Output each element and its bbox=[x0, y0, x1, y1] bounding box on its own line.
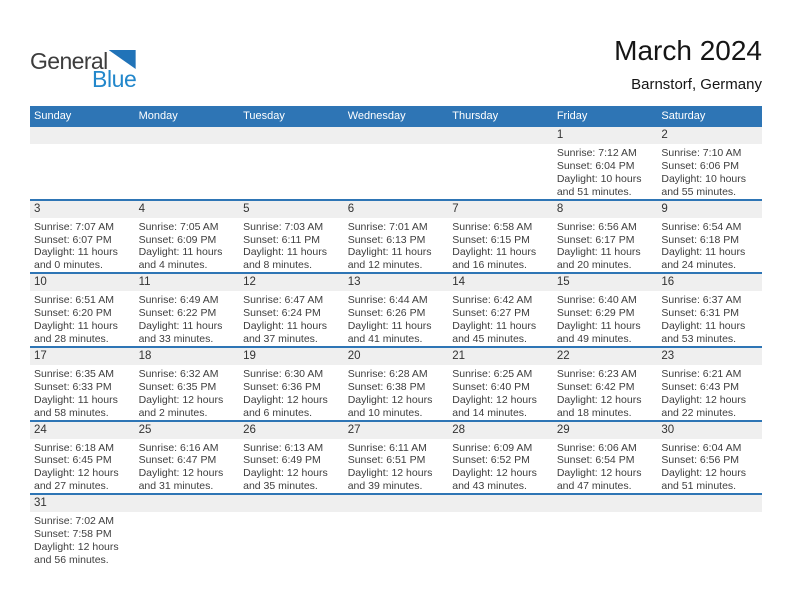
daylight-text-line2: and 56 minutes. bbox=[34, 553, 109, 566]
daylight-text-line1: Daylight: 11 hours bbox=[452, 246, 537, 259]
sunrise-text: Sunrise: 6:04 AM bbox=[661, 441, 742, 454]
sunset-text: Sunset: 6:17 PM bbox=[556, 233, 635, 246]
day-details bbox=[239, 218, 344, 273]
daylight-text-line2: and 20 minutes. bbox=[556, 259, 632, 272]
day-number: 15 bbox=[553, 274, 658, 291]
day-cell bbox=[344, 200, 449, 274]
day-details bbox=[135, 439, 240, 494]
daylight-text-line1: Daylight: 11 hours bbox=[347, 320, 432, 333]
sunrise-text: Sunrise: 6:30 AM bbox=[243, 367, 324, 380]
sunrise-text: Sunrise: 7:01 AM bbox=[347, 220, 428, 233]
weekday-header-saturday: Saturday bbox=[657, 106, 762, 127]
daylight-text-line1: Daylight: 12 hours bbox=[138, 393, 224, 406]
sunrise-text: Sunrise: 6:16 AM bbox=[138, 441, 219, 454]
day-number: 30 bbox=[657, 422, 762, 439]
day-number: 22 bbox=[553, 348, 658, 365]
sunset-text: Sunset: 6:26 PM bbox=[347, 307, 426, 320]
sunrise-text: Sunrise: 6:54 AM bbox=[661, 220, 742, 233]
sunrise-text: Sunrise: 7:07 AM bbox=[34, 220, 114, 233]
day-number: 28 bbox=[448, 422, 553, 439]
day-details bbox=[30, 439, 135, 494]
daylight-text-line2: and 39 minutes. bbox=[347, 480, 423, 493]
daylight-text-line1: Daylight: 12 hours bbox=[452, 467, 537, 480]
sunrise-text: Sunrise: 6:23 AM bbox=[556, 367, 637, 380]
day-cell bbox=[239, 273, 344, 347]
daylight-text-line2: and 2 minutes. bbox=[138, 406, 208, 419]
daylight-text-line2: and 47 minutes. bbox=[556, 480, 632, 493]
sunrise-text: Sunrise: 6:42 AM bbox=[452, 294, 533, 307]
sunrise-text: Sunrise: 7:05 AM bbox=[138, 220, 219, 233]
day-details bbox=[553, 365, 658, 420]
empty-day-cell bbox=[344, 494, 449, 575]
daylight-text-line2: and 43 minutes. bbox=[452, 480, 527, 493]
day-details bbox=[30, 218, 135, 273]
day-number bbox=[344, 127, 449, 144]
sunset-text: Sunset: 6:20 PM bbox=[34, 307, 112, 320]
day-details bbox=[344, 218, 449, 273]
day-number: 17 bbox=[30, 348, 135, 365]
day-details bbox=[30, 512, 135, 567]
daylight-text-line1: Daylight: 11 hours bbox=[34, 246, 118, 259]
day-cell bbox=[553, 273, 658, 347]
week-row bbox=[30, 127, 762, 200]
daylight-text-line2: and 51 minutes. bbox=[556, 185, 632, 198]
day-cell bbox=[30, 200, 135, 274]
sunrise-text: Sunrise: 6:18 AM bbox=[34, 441, 114, 454]
empty-day-cell bbox=[657, 494, 762, 575]
daylight-text-line2: and 45 minutes. bbox=[452, 332, 527, 345]
sunrise-text: Sunrise: 6:11 AM bbox=[347, 441, 427, 454]
day-number: 8 bbox=[553, 201, 658, 218]
day-cell bbox=[344, 421, 449, 495]
daylight-text-line1: Daylight: 12 hours bbox=[661, 467, 747, 480]
day-details bbox=[239, 439, 344, 494]
day-cell bbox=[657, 127, 762, 200]
daylight-text-line2: and 37 minutes. bbox=[243, 332, 318, 345]
day-cell bbox=[239, 421, 344, 495]
sunrise-text: Sunrise: 6:09 AM bbox=[452, 441, 533, 454]
sunrise-text: Sunrise: 6:49 AM bbox=[138, 294, 219, 307]
sunset-text: Sunset: 6:13 PM bbox=[347, 233, 426, 246]
calendar-weeks bbox=[30, 127, 762, 575]
day-number: 31 bbox=[30, 495, 135, 512]
day-number: 27 bbox=[344, 422, 449, 439]
empty-day-cell bbox=[135, 494, 240, 575]
week-row bbox=[30, 273, 762, 347]
day-number: 13 bbox=[344, 274, 449, 291]
daylight-text-line2: and 27 minutes. bbox=[34, 480, 109, 493]
daylight-text-line2: and 12 minutes. bbox=[347, 259, 423, 272]
day-number: 24 bbox=[30, 422, 135, 439]
day-number: 1 bbox=[553, 127, 658, 144]
day-number: 16 bbox=[657, 274, 762, 291]
empty-day-cell bbox=[239, 494, 344, 575]
daylight-text-line2: and 51 minutes. bbox=[661, 480, 737, 493]
day-details bbox=[344, 365, 449, 420]
sunrise-text: Sunrise: 6:21 AM bbox=[661, 367, 742, 380]
daylight-text-line1: Daylight: 12 hours bbox=[243, 467, 328, 480]
day-number bbox=[344, 495, 449, 512]
sunset-text: Sunset: 6:11 PM bbox=[243, 233, 320, 246]
day-number: 26 bbox=[239, 422, 344, 439]
sunset-text: Sunset: 6:18 PM bbox=[661, 233, 740, 246]
sunrise-text: Sunrise: 6:06 AM bbox=[556, 441, 637, 454]
sunset-text: Sunset: 6:51 PM bbox=[347, 454, 426, 467]
sunrise-text: Sunrise: 6:51 AM bbox=[34, 294, 114, 307]
day-details bbox=[657, 365, 762, 420]
sunset-text: Sunset: 6:07 PM bbox=[34, 233, 112, 246]
sunrise-text: Sunrise: 6:28 AM bbox=[347, 367, 428, 380]
weekday-header-tuesday: Tuesday bbox=[239, 106, 344, 127]
sunrise-text: Sunrise: 7:02 AM bbox=[34, 515, 114, 528]
sunset-text: Sunset: 6:42 PM bbox=[556, 380, 635, 393]
daylight-text-line2: and 33 minutes. bbox=[138, 332, 214, 345]
day-cell bbox=[135, 273, 240, 347]
weekday-header-row bbox=[30, 106, 762, 127]
daylight-text-line1: Daylight: 11 hours bbox=[243, 246, 327, 259]
daylight-text-line1: Daylight: 11 hours bbox=[34, 320, 118, 333]
sunrise-text: Sunrise: 7:10 AM bbox=[661, 147, 742, 159]
day-cell bbox=[448, 421, 553, 495]
day-cell bbox=[135, 421, 240, 495]
sunset-text: Sunset: 6:15 PM bbox=[452, 233, 530, 246]
day-number bbox=[657, 495, 762, 512]
day-number bbox=[239, 495, 344, 512]
daylight-text-line1: Daylight: 11 hours bbox=[661, 246, 746, 259]
general-blue-logo bbox=[30, 50, 136, 91]
daylight-text-line2: and 58 minutes. bbox=[34, 406, 109, 419]
day-details bbox=[344, 291, 449, 346]
day-details bbox=[657, 439, 762, 494]
daylight-text-line1: Daylight: 12 hours bbox=[34, 540, 119, 553]
day-number: 12 bbox=[239, 274, 344, 291]
daylight-text-line2: and 22 minutes. bbox=[661, 406, 737, 419]
day-cell bbox=[657, 273, 762, 347]
day-details bbox=[135, 291, 240, 346]
day-number: 21 bbox=[448, 348, 553, 365]
day-details bbox=[135, 218, 240, 273]
daylight-text-line1: Daylight: 12 hours bbox=[347, 393, 433, 406]
daylight-text-line1: Daylight: 11 hours bbox=[243, 320, 327, 333]
daylight-text-line2: and 53 minutes. bbox=[661, 332, 737, 345]
sunrise-text: Sunrise: 6:40 AM bbox=[556, 294, 637, 307]
sunset-text: Sunset: 6:06 PM bbox=[661, 159, 740, 172]
daylight-text-line1: Daylight: 12 hours bbox=[556, 467, 642, 480]
day-number: 6 bbox=[344, 201, 449, 218]
day-cell bbox=[448, 200, 553, 274]
day-number bbox=[135, 127, 240, 144]
day-number: 20 bbox=[344, 348, 449, 365]
daylight-text-line2: and 10 minutes. bbox=[347, 406, 423, 419]
day-number: 23 bbox=[657, 348, 762, 365]
day-details bbox=[553, 291, 658, 346]
daylight-text-line1: Daylight: 11 hours bbox=[138, 320, 223, 333]
day-number: 11 bbox=[135, 274, 240, 291]
daylight-text-line1: Daylight: 11 hours bbox=[452, 320, 537, 333]
day-details bbox=[239, 291, 344, 346]
day-cell bbox=[239, 200, 344, 274]
day-cell bbox=[657, 200, 762, 274]
daylight-text-line2: and 14 minutes. bbox=[452, 406, 527, 419]
daylight-text-line2: and 0 minutes. bbox=[34, 259, 103, 272]
daylight-text-line1: Daylight: 11 hours bbox=[347, 246, 432, 259]
empty-day-cell bbox=[553, 494, 658, 575]
daylight-text-line1: Daylight: 12 hours bbox=[347, 467, 433, 480]
day-number bbox=[239, 127, 344, 144]
day-number: 3 bbox=[30, 201, 135, 218]
day-number: 10 bbox=[30, 274, 135, 291]
day-number bbox=[135, 495, 240, 512]
sunset-text: Sunset: 6:49 PM bbox=[243, 454, 321, 467]
day-details bbox=[657, 218, 762, 273]
week-row bbox=[30, 200, 762, 274]
day-details bbox=[239, 365, 344, 420]
day-details bbox=[448, 439, 553, 494]
weekday-header-friday: Friday bbox=[553, 106, 658, 127]
day-number bbox=[448, 127, 553, 144]
sunset-text: Sunset: 6:38 PM bbox=[347, 380, 426, 393]
sunrise-text: Sunrise: 6:25 AM bbox=[452, 367, 533, 380]
day-number: 19 bbox=[239, 348, 344, 365]
daylight-text-line2: and 18 minutes. bbox=[556, 406, 632, 419]
sunrise-text: Sunrise: 6:56 AM bbox=[556, 220, 637, 233]
daylight-text-line1: Daylight: 12 hours bbox=[556, 393, 642, 406]
day-number: 14 bbox=[448, 274, 553, 291]
day-cell bbox=[30, 494, 135, 575]
day-number: 2 bbox=[657, 127, 762, 144]
sunset-text: Sunset: 6:09 PM bbox=[138, 233, 217, 246]
logo-text-general: General bbox=[30, 48, 108, 74]
calendar-header bbox=[30, 106, 762, 127]
day-cell bbox=[553, 421, 658, 495]
sunset-text: Sunset: 6:36 PM bbox=[243, 380, 321, 393]
daylight-text-line1: Daylight: 11 hours bbox=[34, 393, 118, 406]
day-details bbox=[553, 218, 658, 273]
weekday-header-sunday: Sunday bbox=[30, 106, 135, 127]
day-cell bbox=[135, 200, 240, 274]
empty-day-cell bbox=[344, 127, 449, 200]
sunrise-text: Sunrise: 7:12 AM bbox=[556, 147, 637, 159]
day-number: 7 bbox=[448, 201, 553, 218]
sunset-text: Sunset: 6:40 PM bbox=[452, 380, 530, 393]
daylight-text-line1: Daylight: 12 hours bbox=[138, 467, 224, 480]
day-number: 29 bbox=[553, 422, 658, 439]
empty-day-cell bbox=[448, 127, 553, 200]
day-number: 25 bbox=[135, 422, 240, 439]
day-details bbox=[553, 144, 658, 199]
weekday-header-monday: Monday bbox=[135, 106, 240, 127]
sunset-text: Sunset: 6:45 PM bbox=[34, 454, 112, 467]
daylight-text-line2: and 4 minutes. bbox=[138, 259, 208, 272]
weekday-header-wednesday: Wednesday bbox=[344, 106, 449, 127]
daylight-text-line1: Daylight: 11 hours bbox=[556, 246, 641, 259]
daylight-text-line1: Daylight: 11 hours bbox=[661, 320, 746, 333]
daylight-text-line2: and 35 minutes. bbox=[243, 480, 318, 493]
logo-text-blue: Blue bbox=[92, 66, 137, 92]
day-cell bbox=[553, 200, 658, 274]
daylight-text-line2: and 6 minutes. bbox=[243, 406, 313, 419]
day-number: 5 bbox=[239, 201, 344, 218]
day-cell bbox=[30, 273, 135, 347]
daylight-text-line2: and 28 minutes. bbox=[34, 332, 109, 345]
sunset-text: Sunset: 6:29 PM bbox=[556, 307, 635, 320]
week-row bbox=[30, 421, 762, 495]
day-cell bbox=[448, 347, 553, 421]
week-row bbox=[30, 494, 762, 575]
daylight-text-line1: Daylight: 10 hours bbox=[556, 172, 642, 185]
sunrise-text: Sunrise: 7:03 AM bbox=[243, 220, 324, 233]
sunrise-text: Sunrise: 6:32 AM bbox=[138, 367, 219, 380]
sunset-text: Sunset: 6:24 PM bbox=[243, 307, 321, 320]
day-number: 4 bbox=[135, 201, 240, 218]
daylight-text-line2: and 55 minutes. bbox=[661, 185, 737, 198]
daylight-text-line1: Daylight: 10 hours bbox=[661, 172, 747, 185]
daylight-text-line1: Daylight: 12 hours bbox=[243, 393, 328, 406]
sunrise-text: Sunrise: 6:44 AM bbox=[347, 294, 428, 307]
day-details bbox=[553, 439, 658, 494]
day-cell bbox=[657, 347, 762, 421]
empty-day-cell bbox=[239, 127, 344, 200]
sunset-text: Sunset: 6:31 PM bbox=[661, 307, 740, 320]
day-details bbox=[30, 365, 135, 420]
empty-day-cell bbox=[30, 127, 135, 200]
day-details bbox=[657, 291, 762, 346]
sunset-text: Sunset: 6:54 PM bbox=[556, 454, 635, 467]
sunrise-text: Sunrise: 6:47 AM bbox=[243, 294, 324, 307]
daylight-text-line1: Daylight: 12 hours bbox=[34, 467, 119, 480]
sunrise-text: Sunrise: 6:58 AM bbox=[452, 220, 533, 233]
day-number: 18 bbox=[135, 348, 240, 365]
daylight-text-line2: and 24 minutes. bbox=[661, 259, 737, 272]
daylight-text-line2: and 31 minutes. bbox=[138, 480, 214, 493]
sunset-text: Sunset: 6:33 PM bbox=[34, 380, 112, 393]
empty-day-cell bbox=[135, 127, 240, 200]
daylight-text-line2: and 16 minutes. bbox=[452, 259, 527, 272]
day-details bbox=[135, 365, 240, 420]
sunset-text: Sunset: 7:58 PM bbox=[34, 528, 112, 541]
day-cell bbox=[553, 347, 658, 421]
day-details bbox=[448, 365, 553, 420]
day-cell bbox=[657, 421, 762, 495]
day-details bbox=[344, 439, 449, 494]
day-details bbox=[30, 291, 135, 346]
weekday-header-thursday: Thursday bbox=[448, 106, 553, 127]
sunset-text: Sunset: 6:47 PM bbox=[138, 454, 217, 467]
sunset-text: Sunset: 6:52 PM bbox=[452, 454, 530, 467]
sunset-text: Sunset: 6:27 PM bbox=[452, 307, 530, 320]
day-details bbox=[657, 144, 762, 199]
sunrise-text: Sunrise: 6:37 AM bbox=[661, 294, 742, 307]
week-row bbox=[30, 347, 762, 421]
page-subtitle: Barnstorf, Germany bbox=[631, 75, 762, 93]
day-cell bbox=[553, 127, 658, 200]
daylight-text-line1: Daylight: 11 hours bbox=[138, 246, 223, 259]
sunrise-text: Sunrise: 6:35 AM bbox=[34, 367, 114, 380]
sunset-text: Sunset: 6:22 PM bbox=[138, 307, 217, 320]
empty-day-cell bbox=[448, 494, 553, 575]
daylight-text-line1: Daylight: 12 hours bbox=[452, 393, 537, 406]
day-number: 9 bbox=[657, 201, 762, 218]
sunset-text: Sunset: 6:56 PM bbox=[661, 454, 740, 467]
daylight-text-line2: and 8 minutes. bbox=[243, 259, 313, 272]
sunset-text: Sunset: 6:04 PM bbox=[556, 159, 635, 172]
day-details bbox=[448, 218, 553, 273]
sunset-text: Sunset: 6:43 PM bbox=[661, 380, 740, 393]
day-cell bbox=[135, 347, 240, 421]
day-cell bbox=[344, 273, 449, 347]
daylight-text-line2: and 49 minutes. bbox=[556, 332, 632, 345]
day-cell bbox=[448, 273, 553, 347]
day-number bbox=[448, 495, 553, 512]
day-number bbox=[553, 495, 658, 512]
calendar-table bbox=[30, 106, 762, 575]
day-details bbox=[448, 291, 553, 346]
title-block bbox=[614, 36, 762, 93]
day-number bbox=[30, 127, 135, 144]
sunrise-text: Sunrise: 6:13 AM bbox=[243, 441, 324, 454]
day-cell bbox=[30, 421, 135, 495]
day-cell bbox=[239, 347, 344, 421]
sunset-text: Sunset: 6:35 PM bbox=[138, 380, 217, 393]
day-cell bbox=[344, 347, 449, 421]
daylight-text-line1: Daylight: 11 hours bbox=[556, 320, 641, 333]
page-title: March 2024 bbox=[614, 35, 762, 66]
daylight-text-line2: and 41 minutes. bbox=[347, 332, 423, 345]
day-cell bbox=[30, 347, 135, 421]
daylight-text-line1: Daylight: 12 hours bbox=[661, 393, 747, 406]
